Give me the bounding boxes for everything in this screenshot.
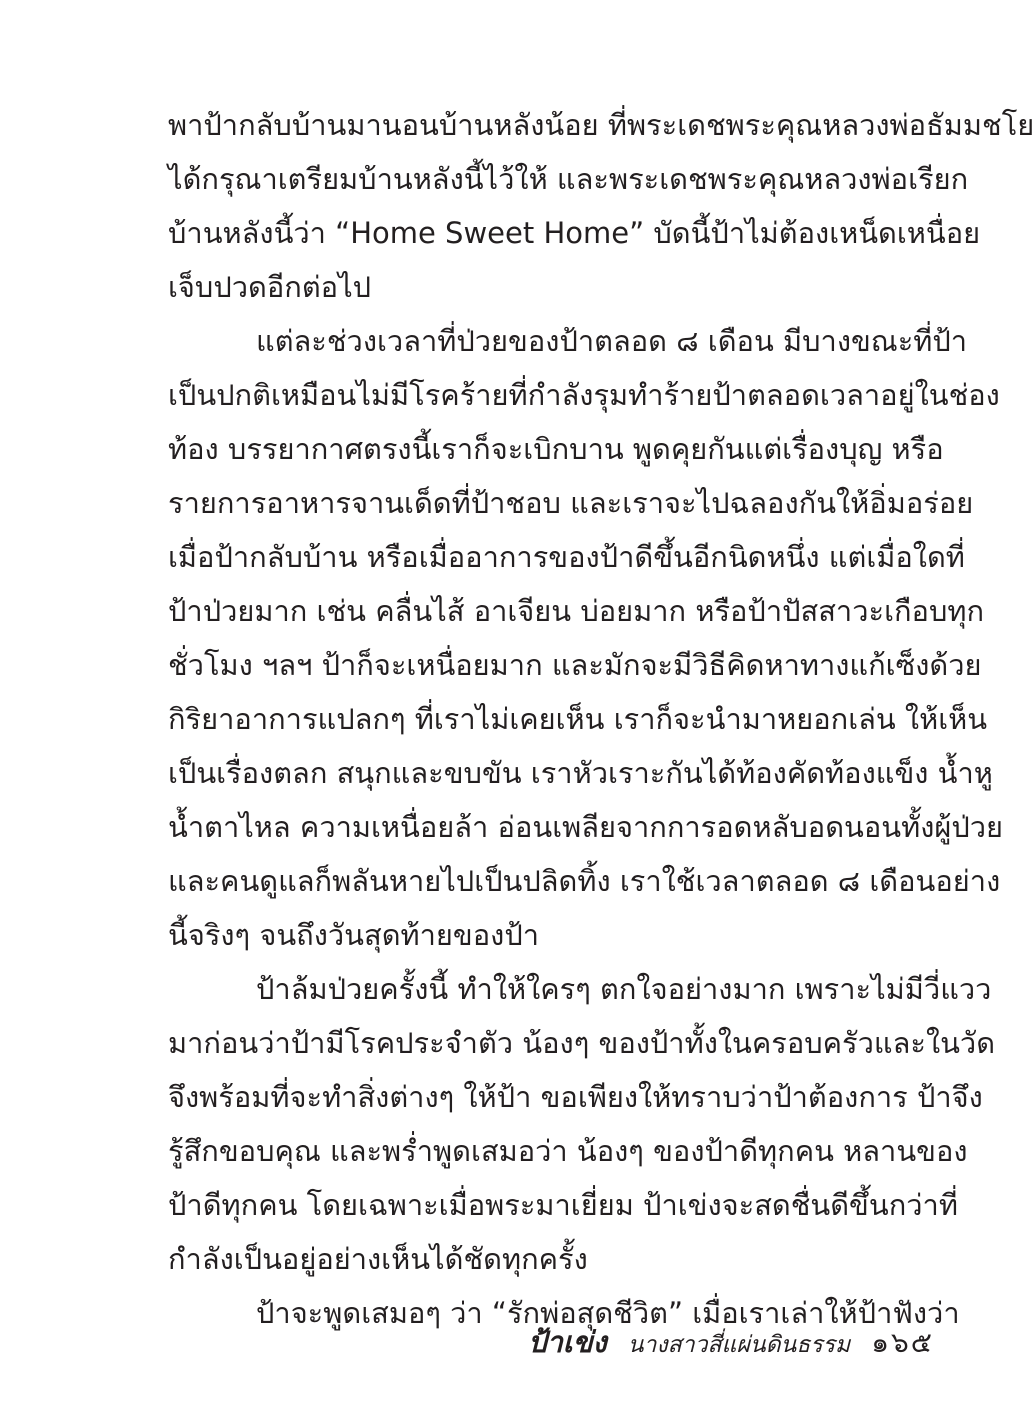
text-line: ป้าล้มป่วยครั้งนี้ ทำให้ใครๆ ตกใจอย่างมาก เพราะไม่มีวี่แวว <box>256 972 992 1006</box>
text-line: เป็นเรื่องตลก สนุกและขบขัน เราหัวเราะกันได้ท้องคัดท้องแข็ง น้ำหู <box>168 756 993 790</box>
text-line: ชั่วโมง ฯลฯ ป้าก็จะเหนื่อยมาก และมักจะมีวิธีคิดหาทางแก้เซ็งด้วย <box>168 648 982 682</box>
text-line: พาป้ากลับบ้านมานอนบ้านหลังน้อย ที่พระเดชพระคุณหลวงพ่อธัมมชโย <box>168 108 1034 142</box>
text-line: กิริยาอาการแปลกๆ ที่เราไม่เคยเห็น เราก็จะนำมาหยอกเล่น ให้เห็น <box>168 702 988 736</box>
text-line: ป้าจะพูดเสมอๆ ว่า “รักพ่อสุดชีวิต” เมื่อเราเล่าให้ป้าฟังว่า <box>256 1296 960 1330</box>
text-line: และคนดูแลก็พลันหายไปเป็นปลิดทิ้ง เราใช้เวลาตลอด ๘ เดือนอย่าง <box>168 864 1001 898</box>
text-line: เป็นปกติเหมือนไม่มีโรคร้ายที่กำลังรุมทำร้ายป้าตลอดเวลาอยู่ในช่อง <box>168 378 1000 412</box>
text-line: เจ็บปวดอีกต่อไป <box>168 270 372 304</box>
text-line: เมื่อป้ากลับบ้าน หรือเมื่ออาการของป้าดีขึ้นอีกนิดหนึ่ง แต่เมื่อใดที่ <box>168 540 965 574</box>
text-line: กำลังเป็นอยู่อย่างเห็นได้ชัดทุกครั้ง <box>168 1242 588 1276</box>
text-line: รู้สึกขอบคุณ และพร่ำพูดเสมอว่า น้องๆ ของป้าดีทุกคน หลานของ <box>168 1134 968 1168</box>
text-line: รายการอาหารจานเด็ดที่ป้าชอบ และเราจะไปฉลองกันให้อิ่มอร่อย <box>168 486 974 520</box>
text-line: บ้านหลังนี้ว่า “Home Sweet Home” บัดนี้ป้าไม่ต้องเหน็ดเหนื่อย <box>168 216 981 250</box>
text-line: น้ำตาไหล ความเหนื่อยล้า อ่อนเพลียจากการอดหลับอดนอนทั้งผู้ป่วย <box>168 810 1004 844</box>
text-line: ได้กรุณาเตรียมบ้านหลังนี้ไว้ให้ และพระเดชพระคุณหลวงพ่อเรียก <box>168 162 969 196</box>
text-line: ป้าป่วยมาก เช่น คลื่นไส้ อาเจียน บ่อยมาก หรือป้าปัสสาวะเกือบทุก <box>168 594 985 628</box>
text-line: จึงพร้อมที่จะทำสิ่งต่างๆ ให้ป้า ขอเพียงให้ทราบว่าป้าต้องการ ป้าจึง <box>168 1080 983 1114</box>
running-title: ป้าเข่ง <box>528 1325 607 1359</box>
running-subtitle: นางสาวสี่แผ่นดินธรรม <box>627 1332 851 1358</box>
text-line: ป้าดีทุกคน โดยเฉพาะเมื่อพระมาเยี่ยม ป้าเข่งจะสดชื่นดีขึ้นกว่าที่ <box>168 1188 958 1222</box>
text-line: มาก่อนว่าป้ามีโรคประจำตัว น้องๆ ของป้าทั้งในครอบครัวและในวัด <box>168 1026 996 1060</box>
text-line: ท้อง บรรยากาศตรงนี้เราก็จะเบิกบาน พูดคุยกันแต่เรื่องบุญ หรือ <box>168 432 944 466</box>
page-number: ๑๖๕ <box>871 1326 934 1359</box>
page-footer <box>528 1322 934 1362</box>
body-text <box>168 98 1034 1340</box>
text-line: แต่ละช่วงเวลาที่ป่วยของป้าตลอด ๘ เดือน มีบางขณะที่ป้า <box>256 324 968 358</box>
text-line: นี้จริงๆ จนถึงวันสุดท้ายของป้า <box>168 918 540 952</box>
